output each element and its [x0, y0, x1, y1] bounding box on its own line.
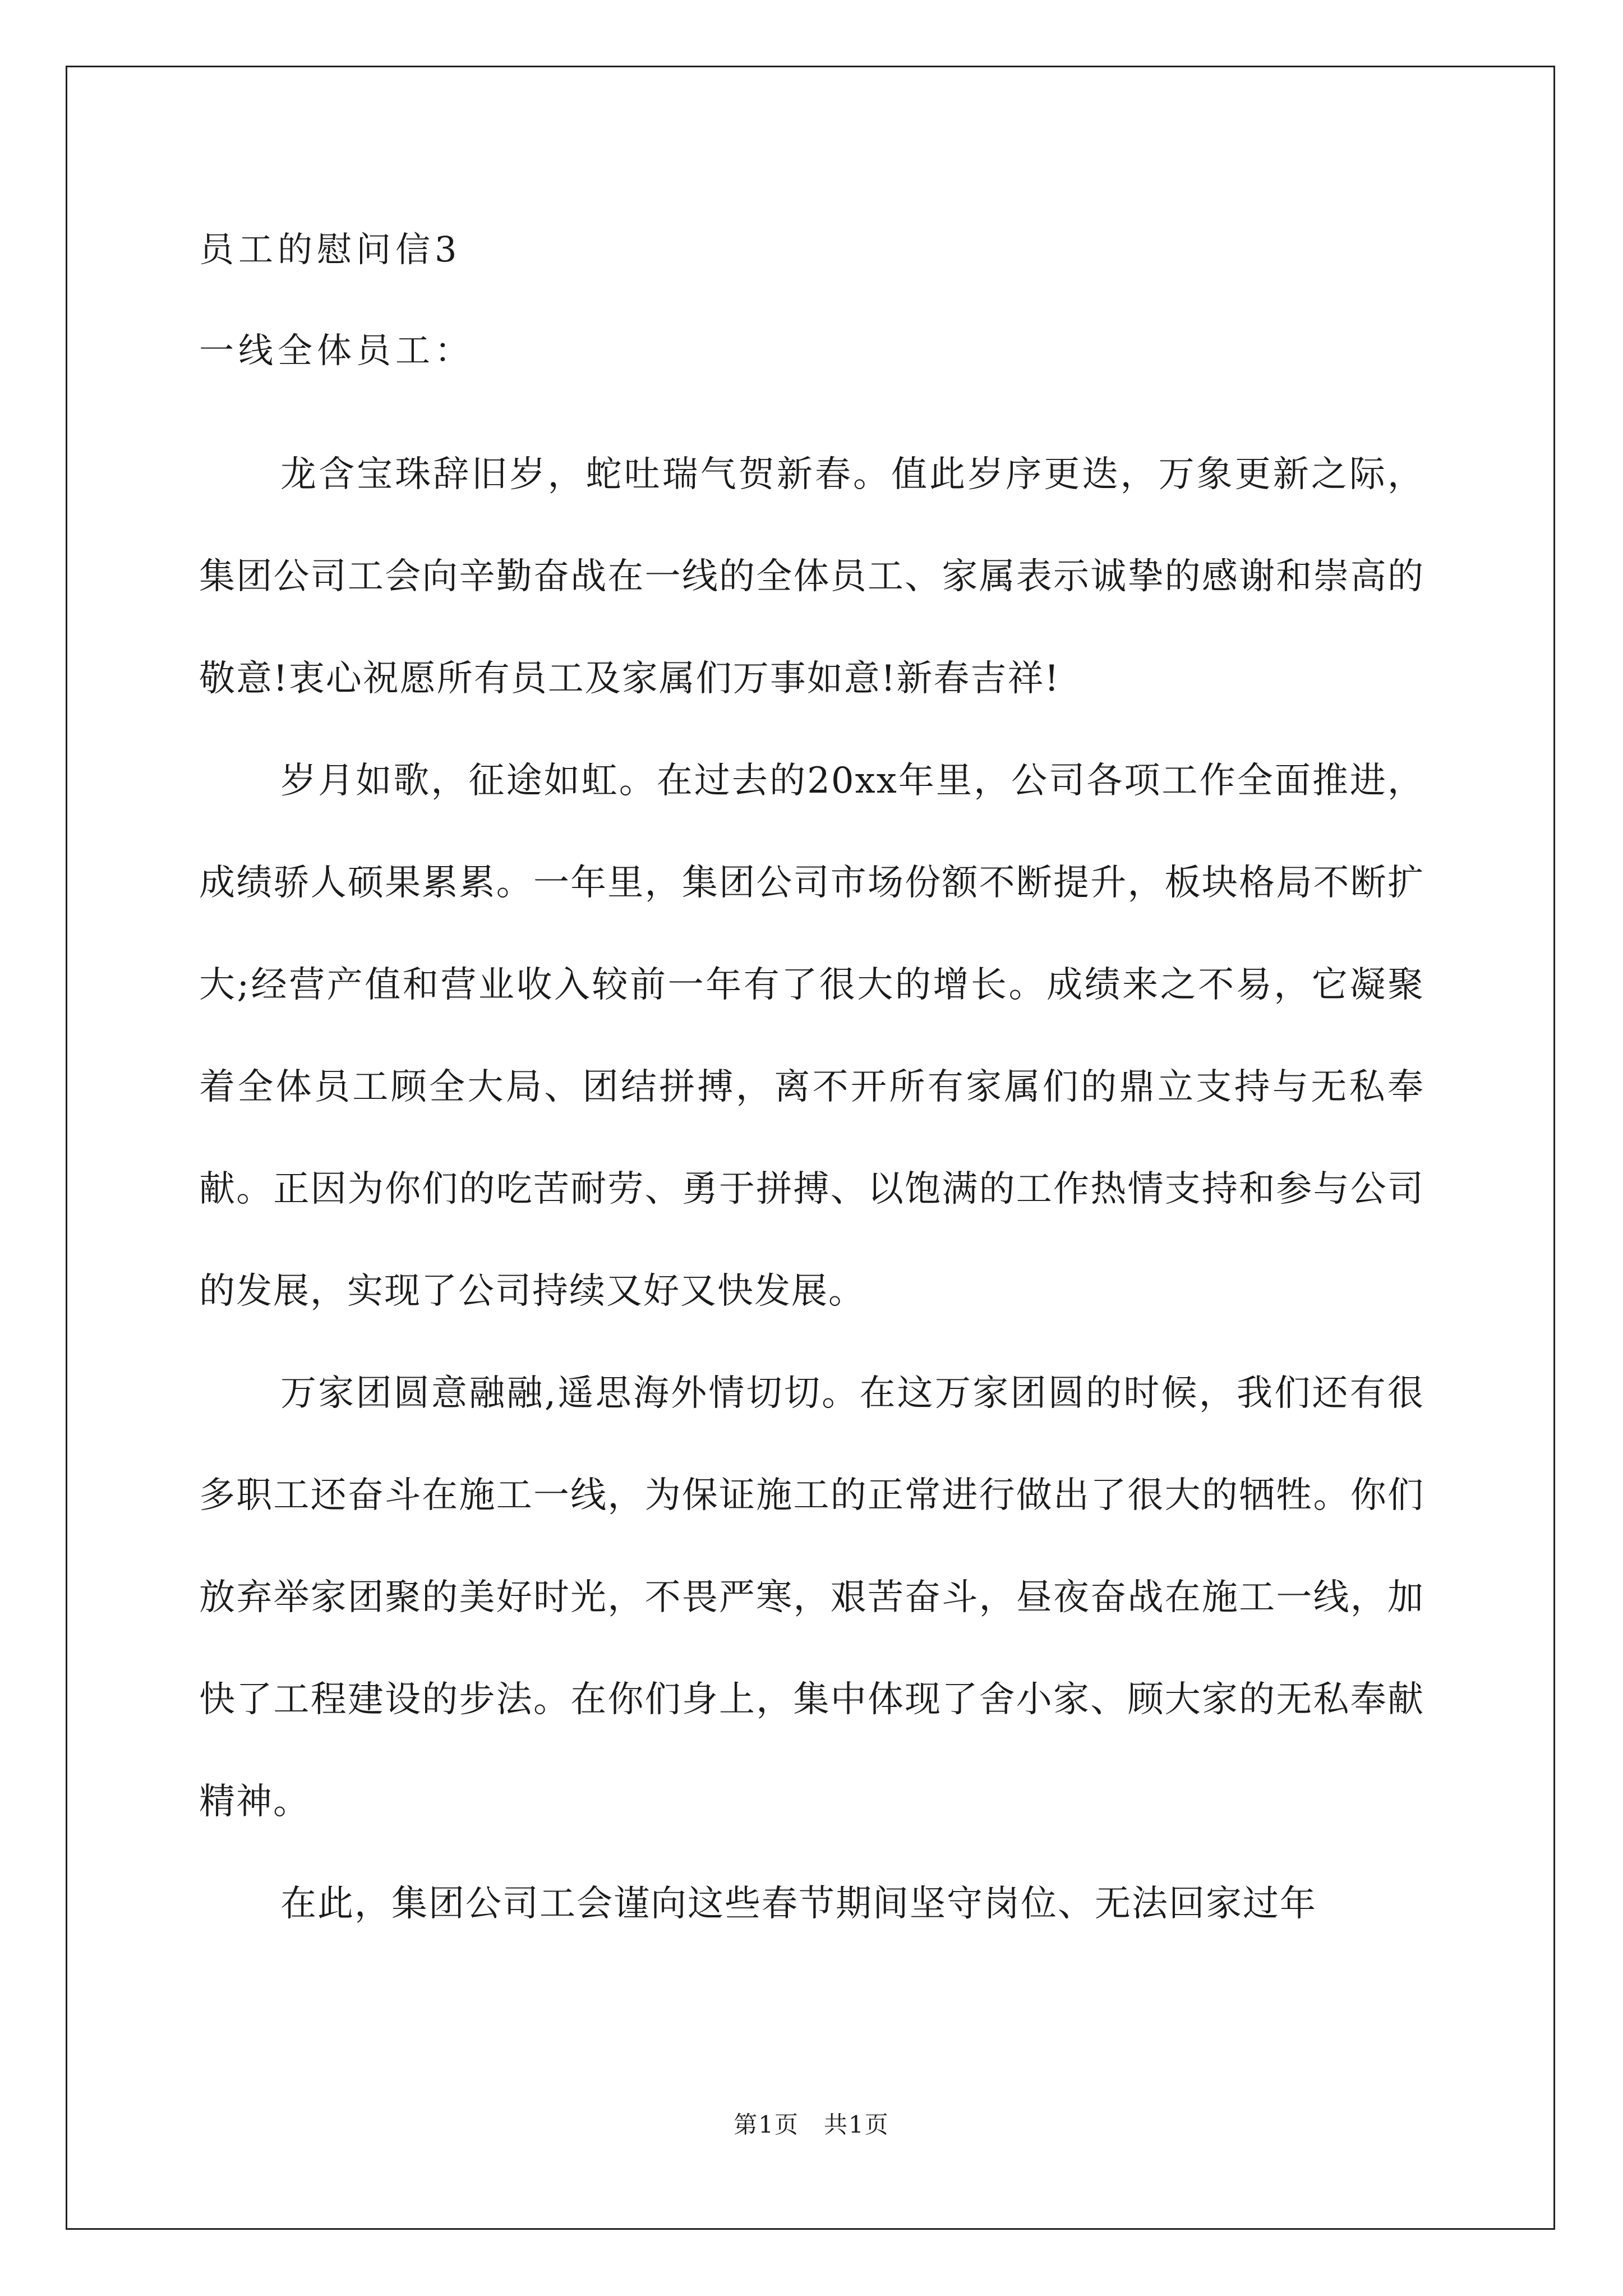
paragraph: 在此，集团公司工会谨向这些春节期间坚守岗位、无法回家过年 [280, 1883, 1317, 1925]
paragraph: 万家团圆意融融,遥思海外情切切。在这万家团圆的时候，我们还有很多职工还奋斗在施工一线，为保证施工的正常进行做出了很大的牺牲。你们放弃举家团聚的美好时光，不畏严寒，艰苦奋斗，昼夜奋战在施工一线，加快了工程建设的步法。在你们身上，集中体现了舍小家、顾大家的无私奉献精神。 [199, 1373, 1424, 1823]
document-title: 员工的慰问信3 [199, 229, 462, 270]
document-body [199, 222, 1424, 1955]
paragraph: 岁月如歌，征途如虹。在过去的20xx年里，公司各项工作全面推进，成绩骄人硕果累累。一年里，集团公司市场份额不断提升，板块格局不断扩大;经营产值和营业收入较前一年有了很大的增长。成绩来之不易，它凝聚着全体员工顾全大局、团结拼搏，离不开所有家属们的鼎立支持与无私奉献。正因为你们的吃苦耐劳、勇于拼搏、以饱满的工作热情支持和参与公司的发展，实现了公司持续又好又快发展。 [199, 760, 1424, 1312]
salutation: 一线全体员工： [199, 330, 474, 371]
page-footer: 第1页 共1页 [734, 2111, 889, 2138]
paragraph: 龙含宝珠辞旧岁，蛇吐瑞气贺新春。值此岁序更迭，万象更新之际，集团公司工会向辛勤奋战在一线的全体员工、家属表示诚挚的感谢和崇高的敬意!衷心祝愿所有员工及家属们万事如意!新春吉祥! [199, 454, 1424, 700]
